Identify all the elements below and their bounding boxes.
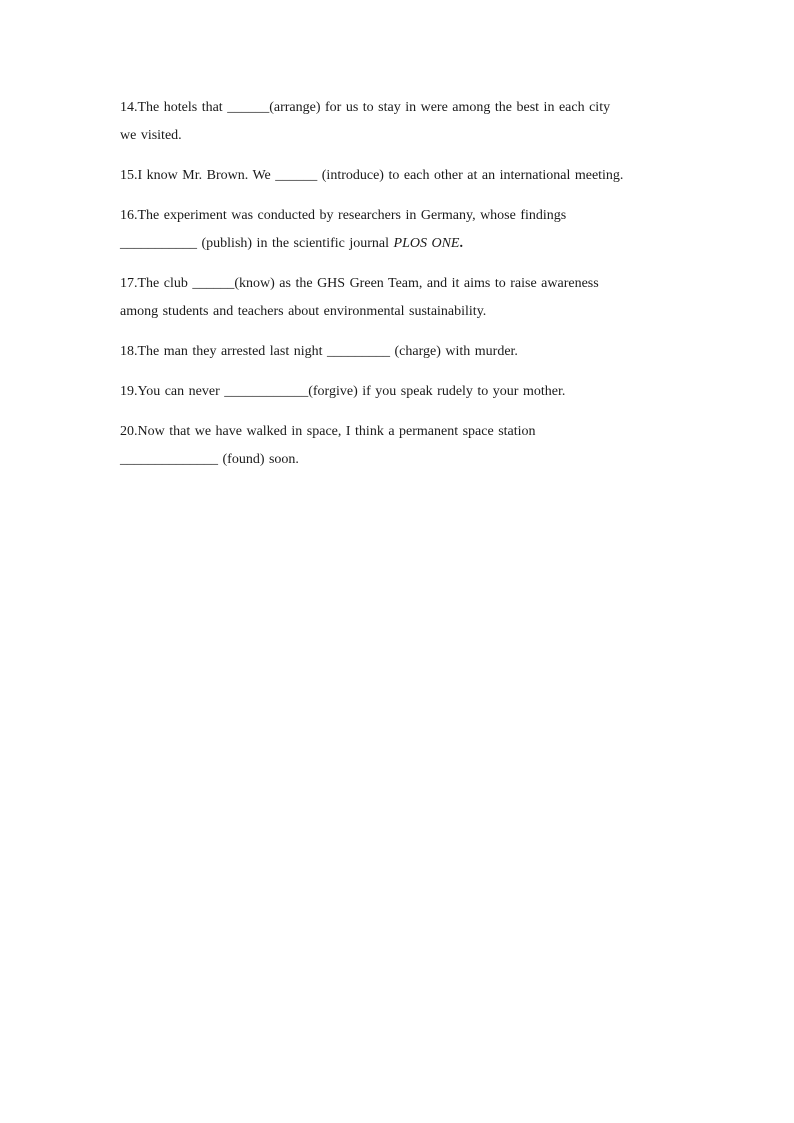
question-number: 18. [120, 344, 138, 359]
question-17 [120, 270, 680, 326]
question-number: 17. [120, 276, 138, 291]
question-14 [120, 94, 680, 150]
question-number: 19. [120, 384, 138, 399]
question-text-line-1: The man they arrested last night _________ (charge) with murder. [137, 344, 518, 359]
question-18 [120, 338, 680, 366]
question-15 [120, 162, 680, 190]
question-number: 15. [120, 168, 138, 183]
question-19 [120, 378, 680, 406]
question-text-line-2: among students and teachers about environmental sustainability. [120, 304, 487, 319]
question-text-line-2: we visited. [120, 128, 182, 143]
question-text-line-1: The hotels that ______(arrange) for us to stay in were among the best in each city [137, 100, 611, 115]
question-text-line-1: I know Mr. Brown. We ______ (introduce) to each other at an international meeting. [137, 168, 624, 183]
exercise-list [120, 94, 680, 486]
journal-name: PLOS ONE [393, 236, 460, 251]
question-number: 16. [120, 208, 138, 223]
question-text-line-2: ______________ (found) soon. [120, 452, 299, 467]
question-text-line-1: The club ______(know) as the GHS Green Team, and it aims to raise awareness [137, 276, 599, 291]
question-16 [120, 202, 680, 258]
question-20 [120, 418, 680, 474]
question-text-line-1: You can never ____________(forgive) if you speak rudely to your mother. [137, 384, 566, 399]
question-text-line-2: ___________ (publish) in the scientific journal [120, 236, 394, 251]
question-number: 14. [120, 100, 138, 115]
sentence-end-period: . [459, 236, 463, 251]
question-number: 20. [120, 424, 138, 439]
question-text-line-1: Now that we have walked in space, I think a permanent space station [137, 424, 536, 439]
question-text-line-1: The experiment was conducted by researchers in Germany, whose findings [137, 208, 567, 223]
